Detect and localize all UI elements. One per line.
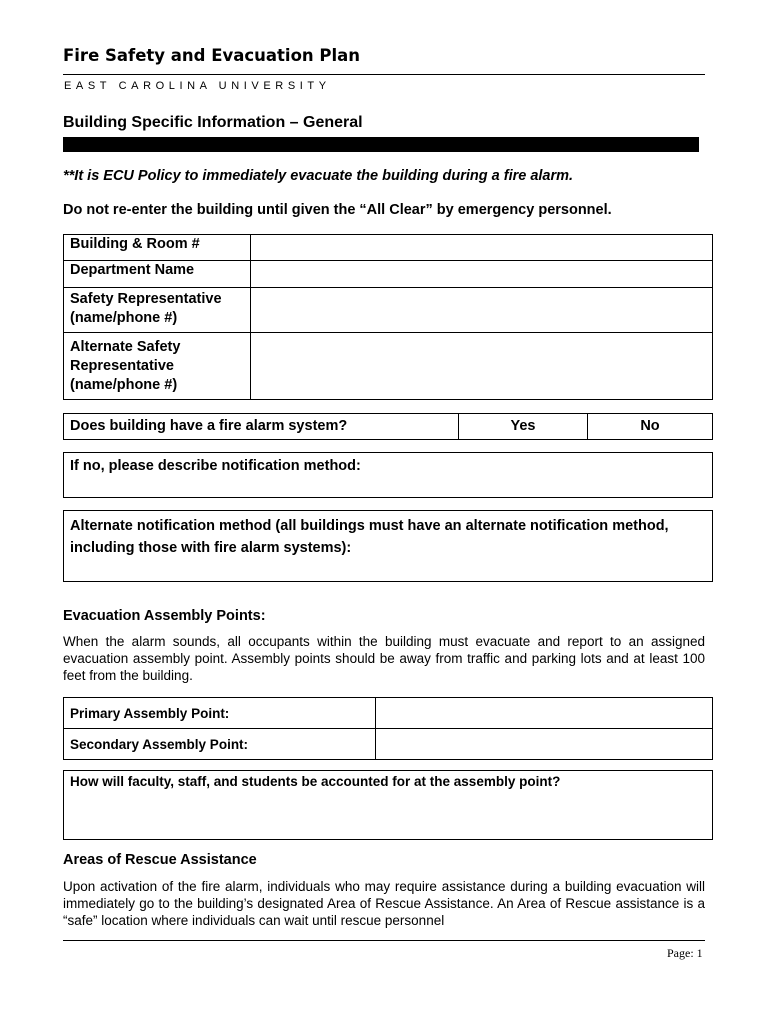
header-rule: [63, 74, 705, 75]
alt-safety-rep-field[interactable]: [251, 333, 713, 400]
accounting-box[interactable]: [63, 770, 713, 840]
university-name: EAST CAROLINA UNIVERSITY: [64, 80, 331, 92]
fire-alarm-no[interactable]: No: [588, 414, 713, 440]
policy-notice: **It is ECU Policy to immediately evacuate the building during a fire alarm.: [63, 168, 574, 184]
fire-alarm-yes[interactable]: Yes: [459, 414, 588, 440]
building-info-table: [63, 234, 713, 400]
rescue-heading: Areas of Rescue Assistance: [63, 852, 257, 868]
document-title: Fire Safety and Evacuation Plan: [63, 46, 361, 65]
footer-rule: [63, 940, 705, 941]
accounting-question: How will faculty, staff, and students be accounted for at the assembly point?: [70, 774, 561, 789]
safety-rep-field[interactable]: [251, 288, 713, 333]
section-divider-bar: [63, 137, 699, 152]
building-room-label: Building & Room #: [64, 235, 251, 261]
evacuation-heading: Evacuation Assembly Points:: [63, 608, 266, 624]
alternate-notification-box[interactable]: [63, 510, 713, 582]
secondary-assembly-label: Secondary Assembly Point:: [64, 729, 376, 760]
assembly-points-table: [63, 697, 713, 760]
primary-assembly-field[interactable]: [376, 698, 713, 729]
page-number: Page: 1: [667, 946, 703, 960]
fire-alarm-question: Does building have a fire alarm system?: [64, 414, 459, 440]
evacuation-paragraph: When the alarm sounds, all occupants within the building must evacuate and report to an assigned evacuation assembly point. Assembly points should be away from traffic and parking lots and at least 100 feet from the building.: [63, 634, 705, 683]
alt-safety-rep-label: Alternate Safety Representative (name/phone #): [64, 333, 251, 400]
alternate-notification-prompt: Alternate notification method (all buildings must have an alternate notification method, including those with fire alarm systems):: [70, 518, 669, 556]
primary-assembly-label: Primary Assembly Point:: [64, 698, 376, 729]
fire-alarm-table: [63, 413, 713, 440]
notification-method-box[interactable]: [63, 452, 713, 498]
safety-rep-label: Safety Representative (name/phone #): [64, 288, 251, 333]
section-title: Building Specific Information – General: [63, 114, 363, 131]
reenter-notice: Do not re-enter the building until given the “All Clear” by emergency personnel.: [63, 202, 612, 218]
department-name-field[interactable]: [251, 261, 713, 288]
secondary-assembly-field[interactable]: [376, 729, 713, 760]
notification-method-prompt: If no, please describe notification method:: [70, 458, 361, 474]
rescue-paragraph: Upon activation of the fire alarm, individuals who may require assistance during a building evacuation will immediately go to the building’s designated Area of Rescue Assistance. An Area of Rescue assistance is a “safe” location where individuals can wait until rescue personnel: [63, 879, 705, 928]
department-name-label: Department Name: [64, 261, 251, 288]
building-room-field[interactable]: [251, 235, 713, 261]
